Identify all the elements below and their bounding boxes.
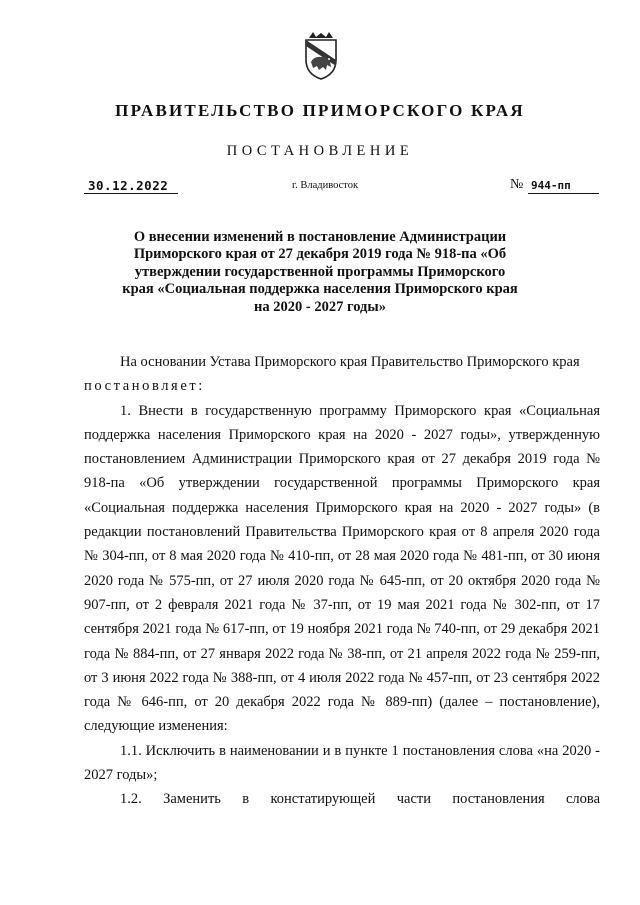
- document-heading: О внесении изменений в постановление Администрации Приморского края от 27 декабря 2019 года № 918-па «Об утверждении государственной программы Приморского края «Социальная поддержка населения Приморского края на 2020 - 2027 годы»: [122, 229, 518, 315]
- document-body: [84, 350, 600, 812]
- intro-paragraph: На основании Устава Приморского края Правительство Приморского края: [120, 354, 580, 370]
- document-number: 944-пп: [528, 178, 599, 194]
- document-date: 30.12.2022: [84, 178, 178, 194]
- document-city: г. Владивосток: [292, 180, 359, 191]
- coat-of-arms-icon: [302, 32, 340, 80]
- government-name: ПРАВИТЕЛЬСТВО ПРИМОРСКОГО КРАЯ: [115, 101, 525, 120]
- number-sign: №: [510, 177, 524, 192]
- paragraph-1-1: 1.1. Исключить в наименовании и в пункте 1 постановления слова «на 2020 - 2027 годы»;: [84, 742, 600, 784]
- paragraph-1: 1. Внести в государственную программу Приморского края «Социальная поддержка населения Приморского края на 2020 - 2027 годы», утвержденную постановлением Администрации Приморского края от 27 декабря 2019 года № 918-па «Об утверждении государственной программы Приморского края «Социальная поддержка населения Приморского края на 2020 - 2027 годы» (в редакции постановлений Правительства Приморского края от 8 апреля 2020 года № 304-пп, от 8 мая 2020 года № 410-пп, от 28 мая 2020 года № 481-пп, от 30 июня 2020 года № 575-пп, от 27 июля 2020 года № 645-пп, от 20 октября 2020 года № 907-пп, от 2 февраля 2021 года № 37-пп, от 19 мая 2021 года № 302-пп, от 17 сентября 2021 года № 617-пп, от 19 ноября 2021 года № 740-пп, от 29 декабря 2021 года № 884-пп, от 27 января 2022 года № 38-пп, от 21 апреля 2022 года № 259-пп, от 3 июня 2022 года № 388-пп, от 4 июля 2022 года № 457-пп, от 23 сентября 2022 года № 646-пп, от 20 декабря 2022 года № 889-пп) (далее – постановление), следующие изменения:: [84, 402, 600, 735]
- document-type: ПОСТАНОВЛЕНИЕ: [226, 143, 414, 159]
- paragraph-1-2: 1.2. Заменить в констатирующей части постановления слова: [120, 791, 600, 808]
- resolves-word: постановляет:: [84, 378, 205, 395]
